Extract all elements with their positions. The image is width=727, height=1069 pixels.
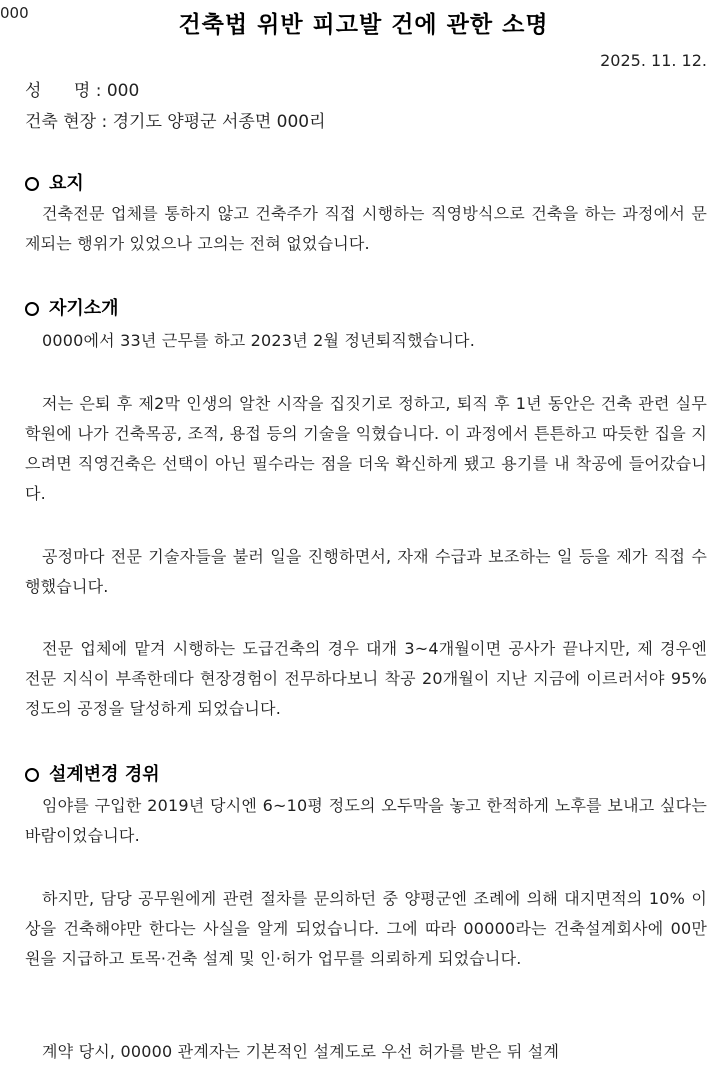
document-title: 건축법 위반 피고발 건에 관한 소명	[178, 12, 549, 38]
document-date: 2025. 11. 12.	[600, 51, 707, 70]
circle-bullet-icon	[25, 302, 39, 316]
design-change-paragraph-1: 임야를 구입한 2019년 당시엔 6~10평 정도의 오두막을 놓고 한적하게 노후를 보내고 싶다는 바람이었습니다.	[25, 796, 707, 845]
intro-paragraph-3: 공정마다 전문 기술자들을 불러 일을 진행하면서, 자재 수급과 보조하는 일 등을 제가 직접 수행했습니다.	[25, 547, 707, 596]
site-value: : 경기도 양평군 서종면 000리	[101, 112, 326, 132]
name-value: : 000	[95, 81, 140, 101]
intro-paragraph-2: 저는 은퇴 후 제2막 인생의 알찬 시작을 집짓기로 정하고, 퇴직 후 1년 동안은 건축 관련 실무학원에 나가 건축목공, 조적, 용접 등의 기술을 익혔습니다. 이 과정에서 튼튼하고 따듯한 집을 지으려면 직영건축은 선택이 아닌 필수라는 점을 더욱 확신하게 됐고 용기를 내 착공에 들어갔습니다.	[25, 394, 707, 503]
corner-text: 000	[0, 4, 29, 22]
section-heading-intro: 자기소개	[25, 297, 119, 321]
section-heading-summary: 요지	[25, 172, 84, 196]
name-row	[25, 78, 139, 104]
site-row	[25, 109, 326, 135]
circle-bullet-icon	[25, 177, 39, 191]
name-label: 성 명	[25, 81, 91, 101]
intro-paragraph-4: 전문 업체에 맡겨 시행하는 도급건축의 경우 대개 3~4개월이면 공사가 끝나지만, 제 경우엔 전문 지식이 부족한데다 현장경험이 전무하다보니 착공 20개월이 지난 지금에 이르러서야 95% 정도의 공정을 달성하게 되었습니다.	[25, 639, 707, 718]
intro-paragraph-1: 0000에서 33년 근무를 하고 2023년 2월 정년퇴직했습니다.	[42, 331, 475, 350]
design-change-paragraph-2: 하지만, 담당 공무원에게 관련 절차를 문의하던 중 양평군엔 조례에 의해 대지면적의 10% 이상을 건축해야만 한다는 사실을 알게 되었습니다. 그에 따라 00000라는 건축설계회사에 00만 원을 지급하고 토목·건축 설계 및 인·허가 업무를 의뢰하게 되었습니다.	[25, 889, 707, 968]
circle-bullet-icon	[25, 768, 39, 782]
summary-paragraph: 건축전문 업체를 통하지 않고 건축주가 직접 시행하는 직영방식으로 건축을 하는 과정에서 문제되는 행위가 있었으나 고의는 전혀 없었습니다.	[25, 204, 707, 253]
site-label: 건축 현장	[25, 112, 97, 132]
section-heading-design-change: 설계변경 경위	[25, 763, 160, 787]
design-change-paragraph-3: 계약 당시, 00000 관계자는 기본적인 설계도로 우선 허가를 받은 뒤 설계	[42, 1042, 560, 1061]
